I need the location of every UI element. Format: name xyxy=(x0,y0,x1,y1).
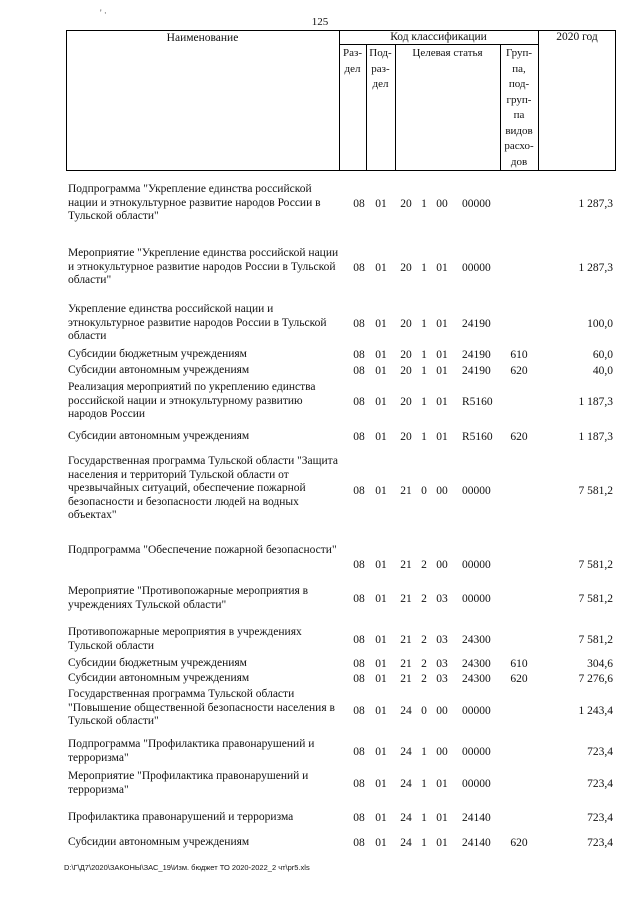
row-subsection: 01 xyxy=(375,431,387,443)
row-amount: 7 276,6 xyxy=(578,673,613,685)
row-group: 610 xyxy=(510,658,528,670)
row-name: Субсидии автономным учреждениям xyxy=(68,430,250,442)
row-event: 03 xyxy=(436,658,448,670)
row-section: 08 xyxy=(353,778,365,790)
row-subprogram: 1 xyxy=(421,431,427,443)
row-name: Подпрограмма "Обеспечение пожарной безопасности" xyxy=(68,544,337,556)
row-amount: 1 243,4 xyxy=(578,705,613,717)
row-program: 20 xyxy=(400,365,412,377)
row-direction: 24190 xyxy=(462,365,491,377)
row-subprogram: 1 xyxy=(421,318,427,330)
row-section: 08 xyxy=(353,837,365,849)
row-subprogram: 1 xyxy=(421,746,427,758)
row-program: 24 xyxy=(400,837,412,849)
row-subsection: 01 xyxy=(375,559,387,571)
row-direction: 24300 xyxy=(462,673,491,685)
row-amount: 7 581,2 xyxy=(578,485,613,497)
row-program: 20 xyxy=(400,318,412,330)
row-direction: 00000 xyxy=(462,746,491,758)
row-event: 01 xyxy=(436,431,448,443)
row-subprogram: 1 xyxy=(421,837,427,849)
row-event: 00 xyxy=(436,559,448,571)
row-amount: 723,4 xyxy=(587,778,613,790)
row-subprogram: 1 xyxy=(421,396,427,408)
row-event: 00 xyxy=(436,746,448,758)
row-group: 620 xyxy=(510,365,528,377)
row-name: Мероприятие "Противопожарные мероприятия в учреждениях Тульской области" xyxy=(68,585,309,611)
row-section: 08 xyxy=(353,349,365,361)
row-amount: 40,0 xyxy=(592,365,613,377)
row-amount: 1 187,3 xyxy=(578,396,613,408)
row-section: 08 xyxy=(353,431,365,443)
row-amount: 7 581,2 xyxy=(578,634,613,646)
row-subprogram: 2 xyxy=(421,559,427,571)
row-subsection: 01 xyxy=(375,593,387,605)
scan-speck: ' · xyxy=(100,8,107,18)
row-event: 00 xyxy=(436,198,448,210)
file-path-footer: D:\Г\Д7\2020\ЗАКОНЫ\ЗАС_19\Изм. бюджет ТО 2020-2022_2 чт\pr5.xls xyxy=(64,863,310,872)
row-direction: 24300 xyxy=(462,634,491,646)
row-program: 21 xyxy=(400,485,412,497)
row-amount: 7 581,2 xyxy=(578,593,613,605)
row-amount: 1 287,3 xyxy=(578,262,613,274)
row-section: 08 xyxy=(353,559,365,571)
row-direction: 00000 xyxy=(462,262,491,274)
row-subsection: 01 xyxy=(375,318,387,330)
row-amount: 723,4 xyxy=(587,812,613,824)
row-name: Государственная программа Тульской области "Защита населения и территорий Тульской области от чрезвычайных ситуаций, обеспечение пожарной безопасности и безопасности людей на водных объектах" xyxy=(68,455,338,522)
header-name: Наименование xyxy=(166,32,239,44)
row-amount: 1 287,3 xyxy=(578,198,613,210)
row-name: Субсидии автономным учреждениям xyxy=(68,836,250,848)
row-group: 620 xyxy=(510,673,528,685)
row-subsection: 01 xyxy=(375,634,387,646)
row-program: 20 xyxy=(400,431,412,443)
row-subsection: 01 xyxy=(375,746,387,758)
header-classification: Код классификации xyxy=(390,31,487,43)
row-subprogram: 2 xyxy=(421,673,427,685)
row-program: 21 xyxy=(400,673,412,685)
row-direction: 24300 xyxy=(462,658,491,670)
row-program: 24 xyxy=(400,812,412,824)
row-event: 01 xyxy=(436,262,448,274)
row-amount: 304,6 xyxy=(587,658,613,670)
row-event: 01 xyxy=(436,778,448,790)
row-subprogram: 1 xyxy=(421,262,427,274)
row-section: 08 xyxy=(353,365,365,377)
row-event: 01 xyxy=(436,365,448,377)
row-subprogram: 2 xyxy=(421,658,427,670)
row-program: 21 xyxy=(400,593,412,605)
row-subsection: 01 xyxy=(375,778,387,790)
row-direction: 00000 xyxy=(462,485,491,497)
row-event: 00 xyxy=(436,485,448,497)
row-name: Государственная программа Тульской области "Повышение общественной безопасности населения в Тульской области" xyxy=(68,688,335,728)
row-event: 01 xyxy=(436,349,448,361)
row-group: 620 xyxy=(510,837,528,849)
row-name: Субсидии бюджетным учреждениям xyxy=(68,657,247,669)
row-amount: 60,0 xyxy=(592,349,613,361)
row-subsection: 01 xyxy=(375,349,387,361)
row-name: Мероприятие "Укрепление единства российской нации и этнокультурное развитие народов России в Тульской области" xyxy=(68,247,339,287)
header-year: 2020 год xyxy=(556,31,598,43)
row-section: 08 xyxy=(353,658,365,670)
row-program: 20 xyxy=(400,198,412,210)
row-direction: R5160 xyxy=(462,396,493,408)
row-direction: R5160 xyxy=(462,431,493,443)
row-program: 21 xyxy=(400,559,412,571)
row-section: 08 xyxy=(353,396,365,408)
row-program: 20 xyxy=(400,262,412,274)
row-name: Подпрограмма "Профилактика правонарушений и терроризма" xyxy=(68,738,315,764)
row-direction: 00000 xyxy=(462,559,491,571)
row-subprogram: 0 xyxy=(421,705,427,717)
row-subsection: 01 xyxy=(375,812,387,824)
row-direction: 00000 xyxy=(462,593,491,605)
row-amount: 1 187,3 xyxy=(578,431,613,443)
row-subprogram: 1 xyxy=(421,812,427,824)
row-subsection: 01 xyxy=(375,705,387,717)
row-name: Субсидии автономным учреждениям xyxy=(68,672,250,684)
row-subsection: 01 xyxy=(375,365,387,377)
row-subsection: 01 xyxy=(375,485,387,497)
row-program: 24 xyxy=(400,778,412,790)
row-section: 08 xyxy=(353,705,365,717)
row-group: 610 xyxy=(510,349,528,361)
row-section: 08 xyxy=(353,746,365,758)
row-event: 03 xyxy=(436,593,448,605)
row-section: 08 xyxy=(353,673,365,685)
row-subprogram: 1 xyxy=(421,365,427,377)
row-subsection: 01 xyxy=(375,396,387,408)
row-name: Профилактика правонарушений и терроризма xyxy=(68,811,294,823)
row-program: 24 xyxy=(400,705,412,717)
row-section: 08 xyxy=(353,634,365,646)
header-group: Груп- па, под- груп- па видов расхо- дов xyxy=(504,47,534,168)
row-amount: 723,4 xyxy=(587,837,613,849)
row-event: 03 xyxy=(436,634,448,646)
row-section: 08 xyxy=(353,198,365,210)
row-event: 01 xyxy=(436,318,448,330)
row-section: 08 xyxy=(353,485,365,497)
row-program: 20 xyxy=(400,396,412,408)
row-subprogram: 2 xyxy=(421,593,427,605)
row-amount: 723,4 xyxy=(587,746,613,758)
row-name: Субсидии автономным учреждениям xyxy=(68,364,250,376)
row-event: 03 xyxy=(436,673,448,685)
row-subprogram: 1 xyxy=(421,349,427,361)
row-subprogram: 1 xyxy=(421,198,427,210)
row-section: 08 xyxy=(353,593,365,605)
header-subsection: Под- раз- дел xyxy=(369,47,392,90)
row-direction: 00000 xyxy=(462,198,491,210)
row-program: 24 xyxy=(400,746,412,758)
row-direction: 24190 xyxy=(462,318,491,330)
row-name: Субсидии бюджетным учреждениям xyxy=(68,348,247,360)
row-program: 21 xyxy=(400,658,412,670)
row-event: 01 xyxy=(436,812,448,824)
row-section: 08 xyxy=(353,318,365,330)
row-subsection: 01 xyxy=(375,262,387,274)
row-name: Мероприятие "Профилактика правонарушений и терроризма" xyxy=(68,770,309,796)
header-section: Раз- дел xyxy=(342,47,362,75)
row-subprogram: 0 xyxy=(421,485,427,497)
row-program: 21 xyxy=(400,634,412,646)
row-subprogram: 1 xyxy=(421,778,427,790)
row-event: 01 xyxy=(436,396,448,408)
row-subprogram: 2 xyxy=(421,634,427,646)
row-amount: 100,0 xyxy=(587,318,613,330)
row-direction: 24190 xyxy=(462,349,491,361)
header-target-article: Целевая статья xyxy=(412,47,483,59)
page-number: 125 xyxy=(311,16,329,28)
row-name: Подпрограмма "Укрепление единства российской нации и этнокультурное развитие народов России в Тульской области" xyxy=(68,183,321,223)
row-direction: 24140 xyxy=(462,812,491,824)
row-direction: 24140 xyxy=(462,837,491,849)
row-amount: 7 581,2 xyxy=(578,559,613,571)
row-group: 620 xyxy=(510,431,528,443)
row-subsection: 01 xyxy=(375,673,387,685)
row-event: 01 xyxy=(436,837,448,849)
row-direction: 00000 xyxy=(462,778,491,790)
row-direction: 00000 xyxy=(462,705,491,717)
row-name: Противопожарные мероприятия в учреждениях Тульской области xyxy=(68,626,302,652)
row-subsection: 01 xyxy=(375,837,387,849)
row-name: Реализация мероприятий по укреплению единства российской нации и этнокультурному развитию народов России xyxy=(68,381,316,421)
row-subsection: 01 xyxy=(375,658,387,670)
row-section: 08 xyxy=(353,812,365,824)
row-name: Укрепление единства российской нации и этнокультурное развитие народов России в Тульской области xyxy=(68,303,327,343)
row-subsection: 01 xyxy=(375,198,387,210)
row-program: 20 xyxy=(400,349,412,361)
row-event: 00 xyxy=(436,705,448,717)
row-section: 08 xyxy=(353,262,365,274)
